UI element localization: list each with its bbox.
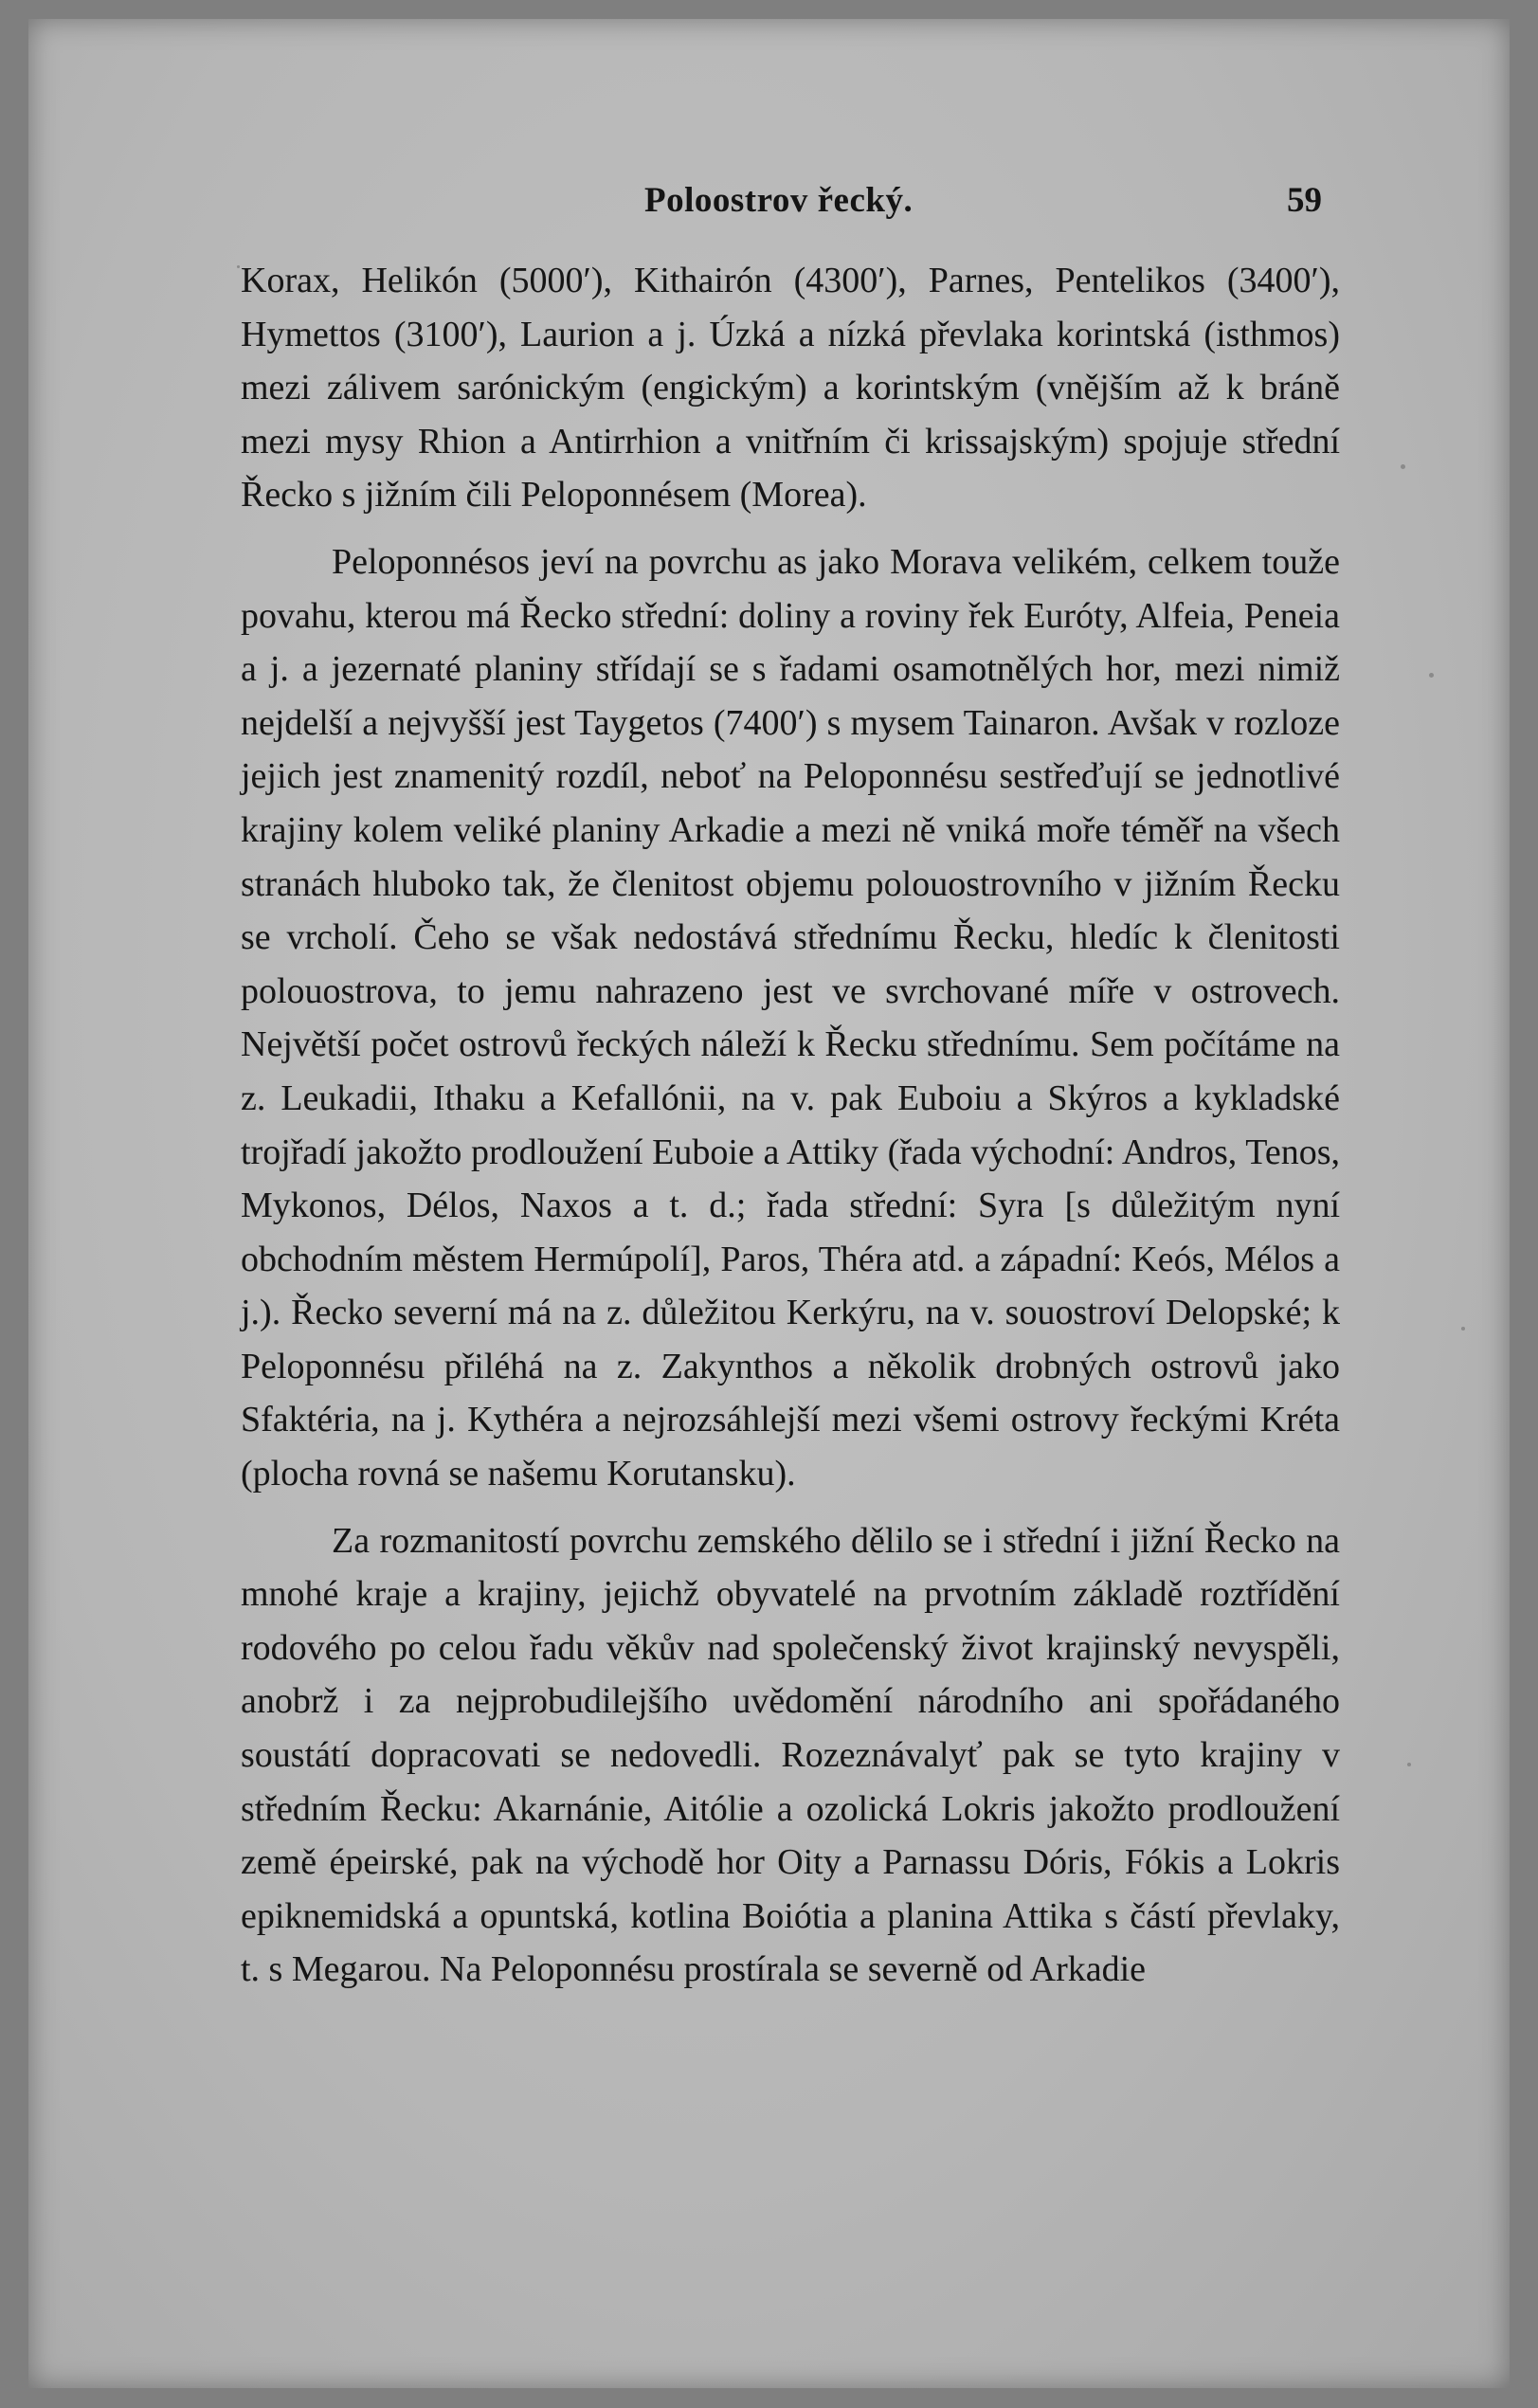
page-header (218, 180, 1320, 227)
page-number: 59 (1287, 181, 1322, 220)
running-title: Poloostrov řecký. (644, 181, 914, 220)
paragraph-2: Peloponnésos jeví na povrchu as jako Morava velikém, celkem touže povahu, kterou má Řecko střední: doliny a roviny řek Euróty, Alfeia, Peneia a j. a jezernaté planiny střídají se s řadami osamotnělých hor, mezi nimiž nejdelší a nejvyšší jest Taygetos (7400′) s mysem Tainaron. Avšak v rozloze jejich jest znamenitý rozdíl, neboť na Peloponnésu sestřeďují se jednotlivé krajiny kolem veliké planiny Arkadie a mezi ně vniká moře téměř na všech stranách hluboko tak, že členitost objemu polouostrovního v jižním Řecku se vrcholí. Čeho se však nedostává střednímu Řecku, hledíc k členitosti polouostrova, to jemu nahrazeno jest ve svrchované míře v ostrovech. Největší počet ostrovů řeckých náleží k Řecku střednímu. Sem počítáme na z. Leukadii, Ithaku a Kefallónii, na v. pak Euboiu a Skýros a kykladské trojřadí jakožto prodloužení Euboie a Attiky (řada východní: Andros, Tenos, Mykonos, Délos, Naxos a t. d.; řada střední: Syra [s důležitým nyní obchodním městem Hermúpolí], Paros, Théra atd. a západní: Keós, Mélos a j.). Řecko severní má na z. důležitou Kerkýru, na v. souostroví Delopské; k Peloponnésu přiléhá na z. Zakynthos a několik drobných ostrovů jako Sfaktéria, na j. Kythéra a nejrozsáhlejší mezi všemi ostrovy řeckými Kréta (plocha rovná se našemu Korutansku). (241, 541, 1340, 1494)
paragraph-1: Korax, Helikón (5000′), Kithairón (4300′), Parnes, Pentelikos (3400′), Hymettos (3100′), Laurion a j. Úzká a nízká převlaka korintská (isthmos) mezi zálivem sarónickým (engickým) a korintským (vnějším až k bráně mezi mysy Rhion a Antirrhion a vnitřním či krissajským) spojuje střední Řecko s jižním čili Peloponnésem (Morea). (241, 261, 1340, 516)
paragraph-3: Za rozmanitostí povrchu zemského dělilo se i střední i jižní Řecko na mnohé kraje a krajiny, jejichž obyvatelé na prvotním základě roztřídění rodového po celou řadu věkův nad společenský život krajinský nevyspěli, anobrž i za nejprobudilejšího uvědomění národního ani spořádaného soustátí dopracovati se nedovedli. Rozeznávalyť pak se tyto krajiny v středním Řecku: Akarnánie, Aitólie a ozolická Lokris jakožto prodloužení země épeirské, pak na východě hor Oity a Parnassu Dóris, Fókis a Lokris epiknemidská a opuntská, kotlina Boiótia a planina Attika s částí převlaky, t. s Megarou. Na Peloponnésu prostírala se severně od Arkadie (241, 1520, 1340, 1990)
body-text (241, 254, 1340, 1997)
scanned-page (28, 19, 1510, 2388)
